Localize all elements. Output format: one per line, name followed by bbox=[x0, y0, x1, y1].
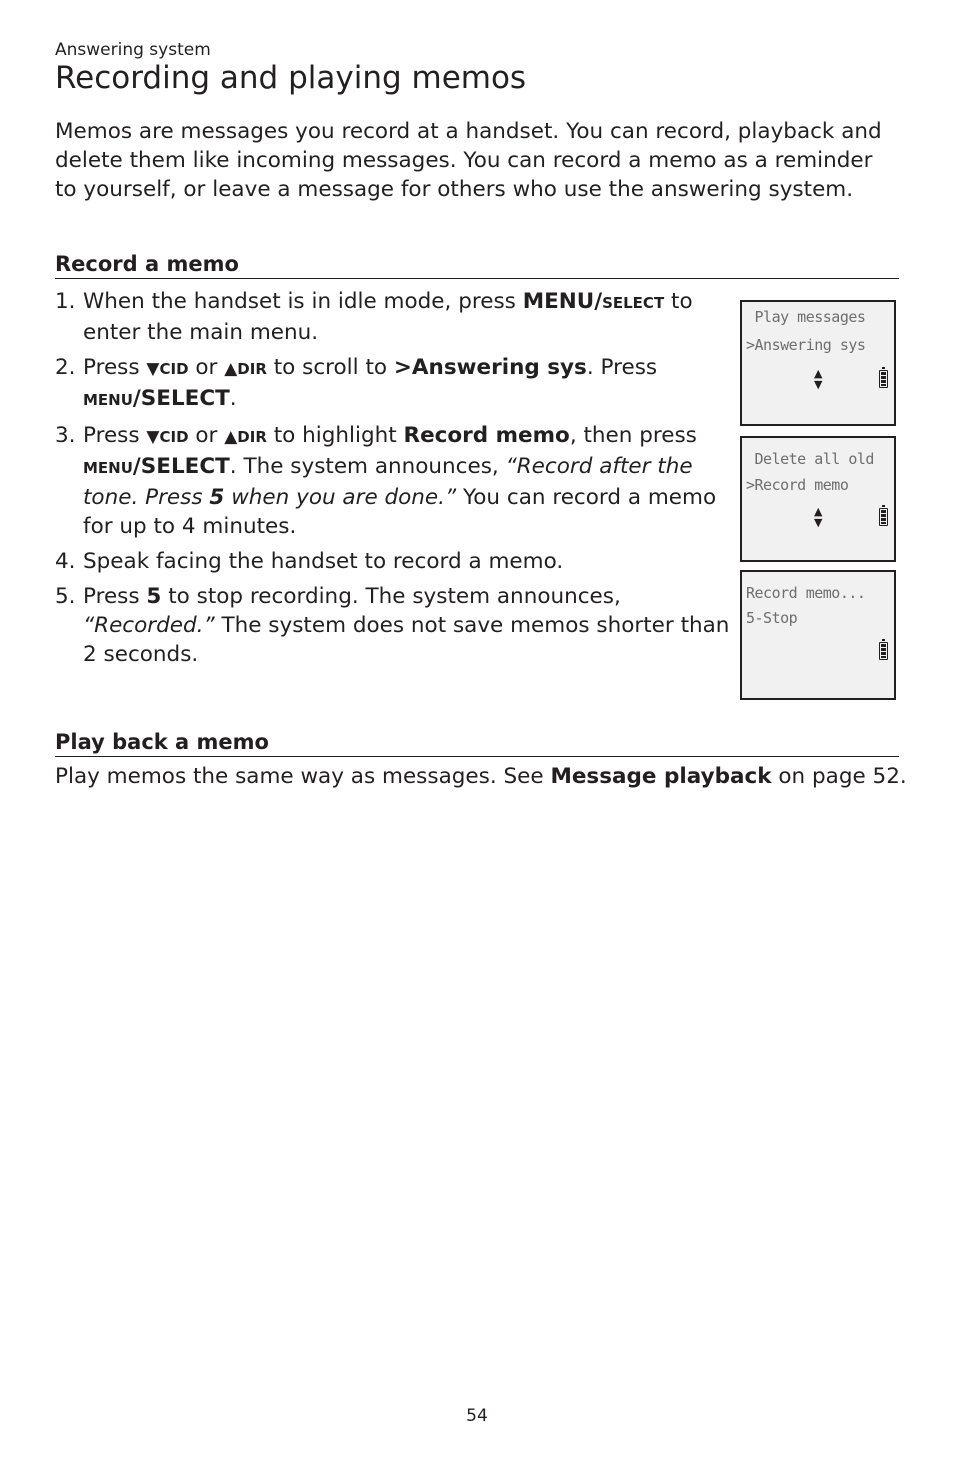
step-4 bbox=[55, 547, 730, 576]
up-arrow-icon: ▲ bbox=[224, 359, 238, 379]
page-number: 54 bbox=[466, 1406, 488, 1426]
step-number: 4. bbox=[55, 549, 76, 574]
step-text: When the handset is in idle mode, press MENU/SELECT to enter the main menu. bbox=[83, 289, 693, 345]
lcd-line-2: >Answering sys bbox=[746, 336, 866, 354]
step-number: 2. bbox=[55, 355, 76, 380]
step-number: 5. bbox=[55, 584, 76, 609]
key-5-label: 5 bbox=[146, 584, 162, 609]
step-3 bbox=[55, 421, 730, 541]
page-title: Recording and playing memos bbox=[55, 60, 527, 96]
select-key-label: /SELECT bbox=[132, 386, 230, 411]
updown-arrows-icon: ▲ ▼ bbox=[814, 367, 823, 391]
lcd-line-2: >Record memo bbox=[746, 476, 849, 494]
down-arrow-icon: ▼ bbox=[146, 359, 160, 379]
lcd-screen-record-memo-menu bbox=[740, 436, 896, 562]
up-arrow-icon: ▲ bbox=[224, 427, 238, 447]
section-label: Answering system bbox=[55, 40, 211, 60]
select-key-label: /SELECT bbox=[132, 454, 230, 479]
step-number: 3. bbox=[55, 423, 76, 448]
message-playback-reference: Message playback bbox=[550, 764, 772, 789]
cid-key-label: CID bbox=[159, 360, 189, 378]
step-2 bbox=[55, 353, 730, 415]
updown-arrows-icon: ▲ ▼ bbox=[814, 505, 823, 529]
battery-icon bbox=[879, 508, 888, 526]
lcd-screen-recording bbox=[740, 570, 896, 700]
key-5-label: 5 bbox=[209, 485, 225, 510]
lcd-line-1: Play messages bbox=[746, 308, 866, 326]
record-memo-heading: Record a memo bbox=[55, 252, 899, 279]
step-text: Press ▼CID or ▲DIR to highlight Record memo, then press MENU/SELECT. The system announces, “Record after the tone. Press 5 when you are done.” You can record a memo for up to 4 minutes. bbox=[83, 423, 717, 539]
step-text: Press ▼CID or ▲DIR to scroll to >Answering sys. Press MENU/SELECT. bbox=[83, 355, 658, 411]
step-number: 1. bbox=[55, 289, 76, 314]
step-1 bbox=[55, 287, 730, 347]
intro-paragraph: Memos are messages you record at a handset. You can record, playback and delete them like incoming messages. You can record a memo as a reminder to yourself, or leave a message for others who use the answering system. bbox=[55, 119, 882, 202]
battery-icon bbox=[879, 642, 888, 660]
announcement-quote: “Recorded.” bbox=[83, 613, 215, 638]
menu-target: Record memo bbox=[403, 423, 570, 448]
menu-key-label: MENU/ bbox=[522, 289, 603, 314]
play-back-paragraph: Play memos the same way as messages. See Message playback on page 52. bbox=[55, 764, 907, 789]
step-text: Speak facing the handset to record a memo. bbox=[83, 549, 564, 574]
lcd-line-1: Delete all old bbox=[746, 450, 874, 468]
select-key-label: SELECT bbox=[602, 294, 665, 312]
announcement-quote-end: when you are done.” bbox=[224, 485, 457, 510]
menu-key-label: MENU bbox=[83, 459, 133, 477]
battery-icon bbox=[879, 370, 888, 388]
menu-key-label: MENU bbox=[83, 391, 133, 409]
lcd-line-2: 5-Stop bbox=[746, 609, 798, 627]
play-back-memo-heading: Play back a memo bbox=[55, 730, 899, 757]
down-arrow-icon: ▼ bbox=[146, 427, 160, 447]
dir-key-label: DIR bbox=[237, 428, 267, 446]
announcement-quote: “Record after the tone. Press bbox=[83, 454, 693, 510]
menu-target: >Answering sys bbox=[393, 355, 587, 380]
record-steps-list bbox=[55, 287, 730, 675]
step-text: Press 5 to stop recording. The system announces, “Recorded.” The system does not save memos shorter than 2 seconds. bbox=[83, 584, 730, 667]
dir-key-label: DIR bbox=[237, 360, 267, 378]
cid-key-label: CID bbox=[159, 428, 189, 446]
lcd-screen-play-messages bbox=[740, 300, 896, 426]
step-5 bbox=[55, 582, 730, 669]
lcd-line-1: Record memo... bbox=[746, 584, 866, 602]
